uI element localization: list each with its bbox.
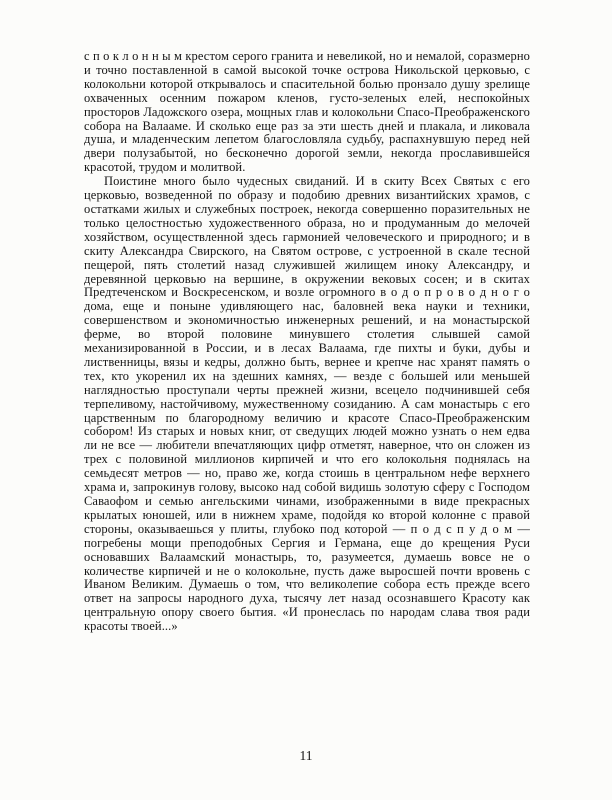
page-number: 11 — [299, 748, 313, 763]
paragraph-continuation: с п о к л о н н ы м крестом серого гранита и невеликой, но и немалой, соразмерно и точно поставленной в самой высокой точке острова Никольской церковью, с колокольни которой открывалось и спасительной болью пронзало душу зрелище охваченных осенним пожаром кленов, густо-зеленых елей, неспокойных просторов Ладожского озера, мощных глав и колокольни Спасо-Преображенского собора на Валааме. И сколько еще раз за эти шесть дней и плакала, и ликовала душа, и младенческим лепетом благословляла судьбу, распахнувшую перед ней двери полузабытой, но бесконечно дорогой земли, некогда прославившейся красотой, трудом и молитвой. — [84, 49, 530, 175]
body-text — [84, 50, 530, 634]
paragraph: Поистине много было чудесных свиданий. И в скиту Всех Святых с его церковью, возведенной по образу и подобию древних византийских храмов, с остатками жилых и служебных построек, некогда совершенно поразительных не только целостностью художественного образа, но и продуманным до мелочей хозяйством, осуществленной здесь гармонией человеческого и природного; и в скиту Александра Свирского, на Святом острове, с устроенной в скале тесной пещерой, пять столетий назад служившей жилищем иноку Александру, и деревянной церковью на вершине, в окружении вековых сосен; и в скитах Предтеченском и Воскресенском, и возле огромного в о д о п р о в о д н о г о дома, еще и поныне удивляющего нас, баловней века науки и техники, совершенством и экономичностью инженерных решений, и на монастырской ферме, во второй половине минувшего столетия слывшей самой механизированной в России, и в лесах Валаама, где пихты и буки, дубы и лиственницы, вязы и кедры, должно быть, вернее и крепче нас хранят память о тех, кто укоренил их на здешних камнях, — везде с большей или меньшей наглядностью проступали черты прежней жизни, всецело подчинившей себя терпеливому, настойчивому, мужественному созиданию. А сам монастырь с его царственным по благородному величию и красоте Спасо-Преображенским собором! Из старых и новых книг, от сведущих людей можно узнать о нем едва ли не все — любители впечатляющих цифр отметят, наверное, что он сложен из трех с половиной миллионов кирпичей и что его колокольня поднялась на семьдесят метров — но, право же, когда стоишь в центральном нефе верхнего храма и, запрокинув голову, высоко над собой видишь золотую сферу с Господом Саваофом и семью ангельскими чинами, изображенными в виде прекрасных крылатых юношей, или в нижнем храме, подойдя ко второй колонне с правой стороны, оказываешься у плиты, глубоко под которой — п о д с п у д о м — погребены мощи преподобных Сергия и Германа, еще до крещения Руси основавших Валаамский монастырь, то, разумеется, думаешь вовсе не о количестве кирпичей и не о колокольне, пусть даже выросшей почти вровень с Иваном Великим. Думаешь о том, что великолепие собора есть прежде всего ответ на запросы народного духа, тысячу лет назад осознавшего Красоту как центральную опору своего бытия. «И пронеслась по народам слава твоя ради красоты твоей...» — [84, 174, 530, 634]
